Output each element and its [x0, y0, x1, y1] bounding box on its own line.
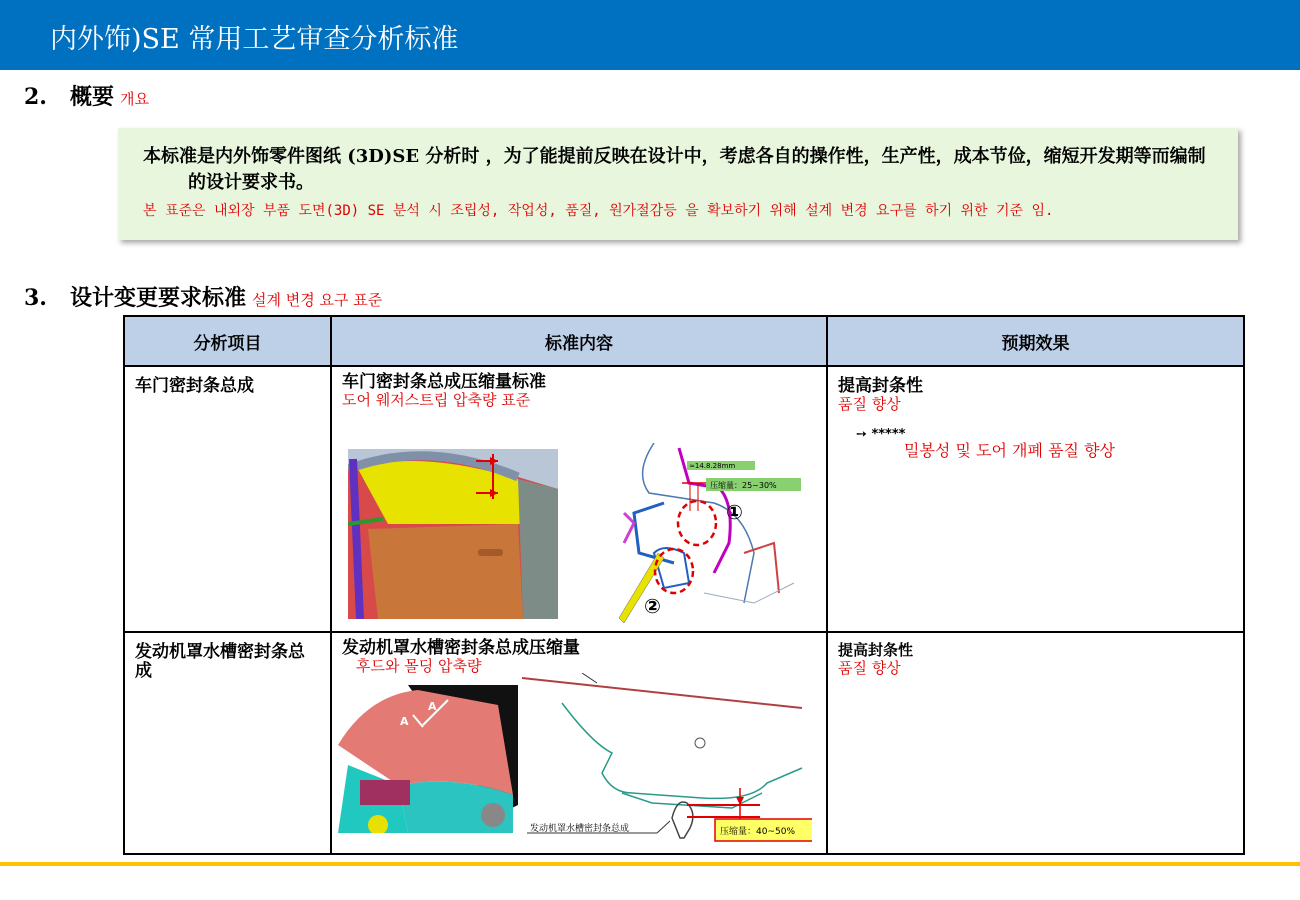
page-title: 内外饰)SE 常用工艺审查分析标准	[50, 24, 459, 55]
effect-bullet: *****	[871, 427, 906, 442]
content-cell	[331, 366, 827, 632]
item-cell	[124, 632, 331, 854]
item-name: 车门密封条总成	[135, 376, 254, 396]
effect-bullet-line	[856, 427, 1233, 442]
section-number: 3.	[24, 285, 47, 311]
effect-cell	[827, 632, 1244, 854]
content-title-kr: 후드와 몰딩 압축량	[356, 657, 482, 675]
arrow-label-a: A	[400, 715, 409, 728]
title-bar	[0, 0, 1300, 70]
effect-cell	[827, 366, 1244, 632]
dimension-label: ≈14.8.28mm	[689, 462, 736, 470]
content-cell	[331, 632, 827, 854]
section-title-kr: 설계 변경 요구 표준	[252, 291, 383, 309]
section-overview-heading	[24, 80, 149, 111]
effect-title-kr: 품질 향상	[838, 659, 901, 677]
ratio-label: 压缩量：25~30%	[710, 481, 777, 490]
content-title-cn: 发动机罩水槽密封条总成压缩量	[342, 638, 580, 658]
column-header: 分析项目	[124, 316, 331, 366]
footer-divider	[0, 862, 1300, 866]
hood-photo	[338, 685, 518, 833]
effect-title-cn: 提高封条性	[838, 376, 923, 396]
standard-table	[123, 315, 1245, 855]
marker-2: ②	[644, 594, 661, 618]
content-title-cn: 车门密封条总成压缩量标准	[342, 372, 546, 392]
part-label: 发动机罩水槽密封条总成	[530, 824, 630, 834]
column-header: 标准内容	[331, 316, 827, 366]
door-seal-photo	[348, 449, 558, 619]
item-name: 发动机罩水槽密封条总成	[135, 642, 305, 681]
item-cell	[124, 366, 331, 632]
column-header: 预期效果	[827, 316, 1244, 366]
section-title: 设计变更要求标准	[70, 285, 247, 311]
arrow-label-a: A	[428, 700, 437, 713]
content-title-kr: 도어 웨저스트립 압축량 표준	[342, 391, 531, 409]
ratio-label: 压缩量：40~50%	[720, 827, 795, 837]
door-seal-section-diagram	[594, 443, 804, 633]
effect-title-cn: 提高封条性	[838, 641, 914, 659]
summary-box	[118, 128, 1238, 240]
table-header-row	[124, 316, 1244, 366]
table-row	[124, 632, 1244, 854]
summary-text-kr: 본 표준은 내외장 부품 도면(3D) SE 분석 시 조립성, 작업성, 품질, 원가절감등 을 확보하기 위해 설계 변경 요구를 하기 위한 기준 임.	[143, 203, 1054, 219]
arrow-right-icon: ➙	[856, 427, 867, 442]
hood-seal-section-diagram	[522, 673, 812, 848]
effect-note-kr: 밀봉성 및 도어 개폐 품질 향상	[904, 441, 1115, 460]
section-title-kr: 개요	[120, 90, 149, 108]
summary-text-cn: 本标准是内外饰零件图纸 (3D)SE 分析时 ，为了能提前反映在设计中，考虑各自的操作性，生产性，成本节俭，缩短开发期等而编制的设计要求书。	[143, 146, 1206, 193]
marker-1: ①	[726, 500, 743, 524]
section-title: 概要	[70, 84, 115, 110]
table-row	[124, 366, 1244, 632]
effect-title-kr: 품질 향상	[838, 395, 901, 413]
section-number: 2.	[24, 84, 47, 110]
section-standard-heading	[24, 281, 382, 312]
